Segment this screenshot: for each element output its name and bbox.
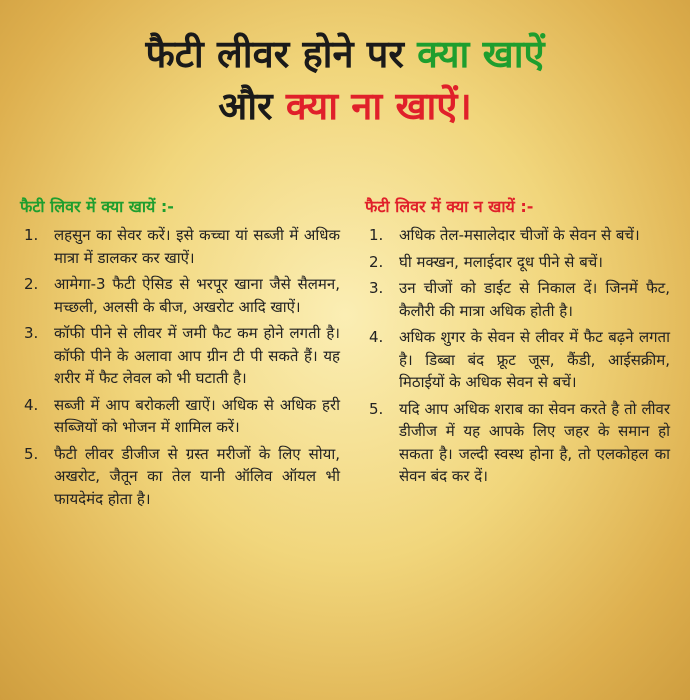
avoid-column: [365, 196, 670, 492]
avoid-heading: फैटी लिवर में क्या न खायें :-: [365, 197, 534, 216]
title-part-green: क्या खाऐं: [417, 32, 545, 76]
item-number: 4.: [369, 328, 384, 346]
list-item: [20, 394, 340, 439]
title-part-black: फैटी लीवर होने पर: [145, 32, 404, 76]
item-text: घी मक्खन, मलाईदार दूध पीने से बचें।: [399, 252, 603, 271]
item-number: 2.: [369, 252, 384, 271]
title-line-1: [0, 28, 690, 80]
item-number: 2.: [24, 275, 39, 293]
item-number: 3.: [369, 279, 384, 297]
item-number: 5.: [369, 399, 384, 418]
list-item: [365, 277, 670, 322]
title-line-2: [0, 80, 690, 132]
avoid-list: [365, 224, 670, 488]
list-item: [20, 224, 340, 269]
item-text: उन चीजों को डाईट से निकाल दें। जिनमें फैट, कैलौरी की मात्रा अधिक होती है।: [399, 279, 670, 320]
list-item: [20, 443, 340, 511]
list-item: [20, 273, 340, 318]
item-number: 4.: [24, 395, 39, 414]
eat-heading: फैटी लिवर में क्या खायें :-: [20, 197, 174, 216]
item-number: 5.: [24, 444, 39, 463]
eat-list: [20, 224, 340, 510]
item-number: 1.: [369, 226, 384, 244]
list-item: [365, 398, 670, 488]
item-text: कॉफी पीने से लीवर में जमी फैट कम होने लगती है। कॉफी पीने के अलावा आप ग्रीन टी पी सकते हैं। यह शरीर में फैट लेवल को भी घटाती है।: [54, 324, 340, 387]
item-text: अधिक तेल-मसालेदार चीजों के सेवन से बचें।: [399, 226, 640, 244]
page-title: [0, 28, 690, 132]
item-text: आमेगा-3 फैटी ऐसिड से भरपूर खाना जैसे सैलमन, मच्छली, अलसी के बीज, अखरोट आदि खाऐं।: [54, 275, 340, 316]
title-part-red: क्या ना खाऐं।: [285, 84, 472, 128]
item-text: यदि आप अधिक शराब का सेवन करते है तो लीवर डीजीज में यह आपके लिए जहर के समान हो सकता है। जल्दी स्वस्थ होना है, तो एलकोहल का सेवन बंद कर दें।: [399, 399, 670, 485]
list-item: [365, 224, 670, 247]
list-item: [20, 322, 340, 390]
item-text: फैटी लीवर डीजीज से ग्रस्त मरीजों के लिए सोया, अखरोट, जैतून का तेल यानी ऑलिव ऑयल भी फायदेमंद होता है।: [54, 444, 340, 508]
item-text: अधिक शुगर के सेवन से लीवर में फैट बढ़ने लगता है। डिब्बा बंद फ्रूट जूस, कैंडी, आईसक्रीम, मिठाईयों के अधिक सेवन से बचें।: [399, 328, 670, 391]
title-part-black-2: और: [218, 84, 273, 128]
list-item: [365, 326, 670, 394]
item-text: लहसुन का सेवर करें। इसे कच्चा यां सब्जी में अधिक मात्रा में डालकर कर खाऐं।: [54, 226, 340, 267]
item-text: सब्जी में आप बरोकली खाऐं। अधिक से अधिक हरी सब्जियों को भोजन में शामिल करें।: [54, 395, 340, 436]
eat-column: [20, 196, 340, 514]
item-number: 1.: [24, 226, 39, 244]
list-item: [365, 251, 670, 274]
item-number: 3.: [24, 324, 39, 342]
